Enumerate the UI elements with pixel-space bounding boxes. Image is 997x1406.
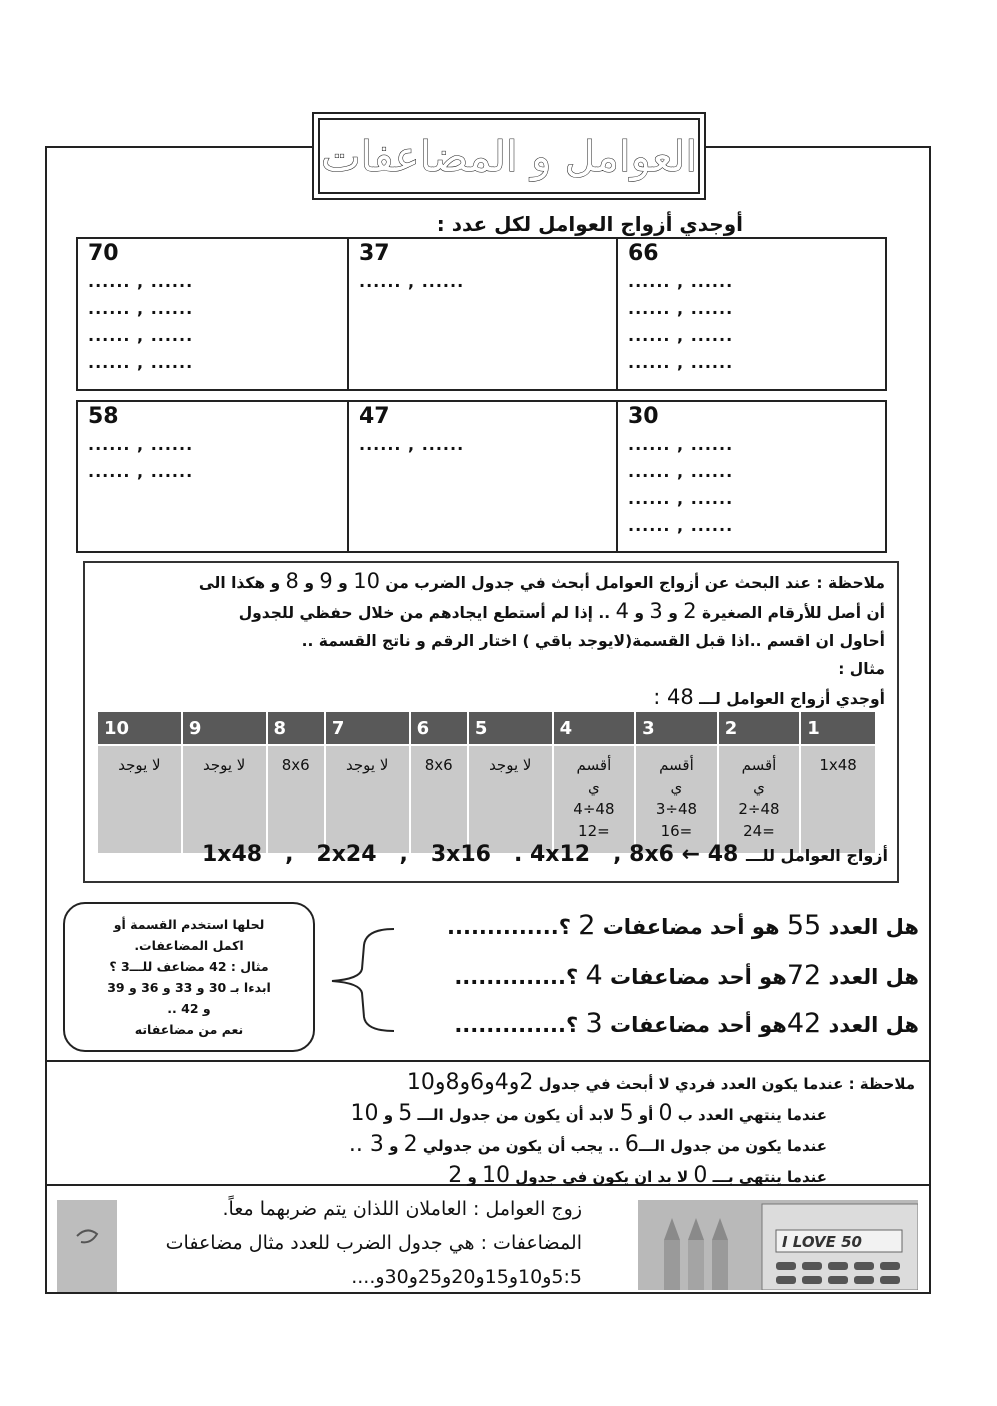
cell-number: 58 [88,404,119,429]
answer-blank[interactable]: ...... , ...... [628,462,734,481]
calculator-display: I LOVE 50 [782,1233,862,1251]
table-header: 5 [468,711,553,745]
table-cell [553,745,636,853]
table-cell [325,745,410,853]
answer-blank[interactable]: ...... , ...... [88,326,194,345]
factor-cell [78,402,347,551]
title-box [312,112,706,200]
factor-grid-row-1 [76,237,887,391]
table-cell [182,745,267,853]
answer-blank[interactable]: ...... , ...... [88,353,194,372]
note-example-text: ملاحظة : عند البحث عن أزواج العوامل أبحث في جدول الضرب من 10 و 9 و 8 و هكذا الى أن أصل للأرقام الصغيرة 2 و 3 و 4 .. إذا لم أستطع ايجادهم من خلال حفظي للجدول أحاول ان اقسم ..اذا قبل القسمة(لايوجد باقي ) اختار الرقم و ناتج القسمة .. مثال : أوجدي أزواج العوامل لـــ 48 : [198,569,885,709]
cell-line: 48÷4 [573,800,615,818]
answer-blank[interactable]: ...... , ...... [628,299,734,318]
answer-blank[interactable]: ...... , ...... [359,435,465,454]
factor-cell [616,239,885,389]
cell-number: 47 [359,404,390,429]
cell-line: 48÷2 [738,800,780,818]
table-cell [718,745,801,853]
paperclip-icon [57,1200,117,1292]
answer-blank[interactable]: ...... , ...... [628,326,734,345]
table-header: 1 [800,711,876,745]
cell-line: =24 [743,822,775,840]
question-3: هل العدد 42هو أحد مضاعفات 3 ؟.............. [454,1008,919,1039]
answer-blank[interactable]: ...... , ...... [628,489,734,508]
cell-line: 8x6 [281,756,310,774]
table-cell [97,745,182,853]
factor-cell [347,402,616,551]
table-header: 6 [410,711,468,745]
cell-number: 66 [628,241,659,266]
cell-line: أقسم [576,756,612,774]
table-cell [410,745,468,853]
answer-blank[interactable]: ...... , ...... [359,272,465,291]
cell-line: أقسم [659,756,694,774]
cell-line: =16 [660,822,693,840]
hint-bubble: لحلها استخدم القسمة أو اكمل المضاعفات. مثال : 42 مضاعف للـــ3 ؟ ابدءا بـ 30 و 33 و 36 و 39 و 42 .. نعم من مضاعفاته [63,902,315,1052]
answer-blank[interactable]: ...... , ...... [88,462,194,481]
table-header: 9 [182,711,267,745]
cell-line: ي [588,778,600,796]
answer-blank[interactable]: ...... , ...... [628,435,734,454]
table-header: 4 [553,711,636,745]
table-header: 3 [635,711,718,745]
definitions: زوج العوامل : العاملان اللذان يتم ضربهما معاً. المضاعفات : هي جدول الضرب للعدد مثال مضاعفات 5:5و10و15و20و25و30و.... [165,1198,582,1288]
factor-cell [78,239,347,389]
cell-line: ي [670,778,683,796]
table-header: 2 [718,711,801,745]
factor-pairs-48: أزواج العوامل للـــ 48 ← 1x48 , 2x24 , 3x16 . 4x12 , 8x6 [201,842,888,867]
page-title: العوامل و المضاعفات [318,118,700,194]
calculator-pencils-illustration [638,1200,918,1290]
cell-line: ي [753,778,765,796]
table-header: 10 [97,711,182,745]
note-rules-text: ملاحظة : عندما يكون العدد فردي لا أبحث في جدول 2و4و6و8و10 عندما ينتهي العدد ب 0 أو 5 لابد أن يكون من جدول الـــ 5 و 10 عندما يكون من جدول الـــ6 .. يجب أن يكون من جدولي 2 و 3 .. عندما ينتهي بـــ 0 لا بد ان يكون في جدول 10 و 2 [348,1070,915,1188]
factor-cell [616,402,885,551]
cell-number: 37 [359,241,390,266]
question-1: هل العدد 55 هو أحد مضاعفات 2 ؟.............. [447,910,919,941]
answer-blank[interactable]: ...... , ...... [88,272,194,291]
cell-line: =12 [578,822,610,840]
answer-blank[interactable]: ...... , ...... [628,353,734,372]
factor-grid-row-2 [76,400,887,553]
cell-line: لا يوجد [202,756,246,774]
table-cell [468,745,553,853]
table-header: 7 [325,711,410,745]
answer-blank[interactable]: ...... , ...... [628,272,734,291]
cell-line: لا يوجد [118,756,161,774]
answer-blank[interactable]: ...... , ...... [628,516,734,535]
cell-line: 1x48 [819,756,857,774]
factor-table [96,710,877,853]
table-cell [635,745,718,853]
cell-number: 30 [628,404,659,429]
cell-line: أقسم [741,756,777,774]
cell-line: 8x6 [424,756,453,774]
answer-blank[interactable]: ...... , ...... [88,435,194,454]
pencils-icon [664,1218,728,1290]
factor-cell [347,239,616,389]
question-2: هل العدد 72هو أحد مضاعفات 4 ؟.............. [454,960,919,991]
cell-line: لا يوجد [489,756,532,774]
cell-line: لا يوجد [346,756,389,774]
note-rules-box [45,1060,931,1186]
table-header: 8 [267,711,325,745]
answer-blank[interactable]: ...... , ...... [88,299,194,318]
instruction-text: أوجدي أزواج العوامل لكل عدد : [436,212,743,236]
cell-number: 70 [88,241,119,266]
table-cell [800,745,876,853]
brace-connector [326,925,396,1035]
cell-line: 48÷3 [655,800,698,818]
decorative-strip [57,1200,117,1292]
table-cell [267,745,325,853]
